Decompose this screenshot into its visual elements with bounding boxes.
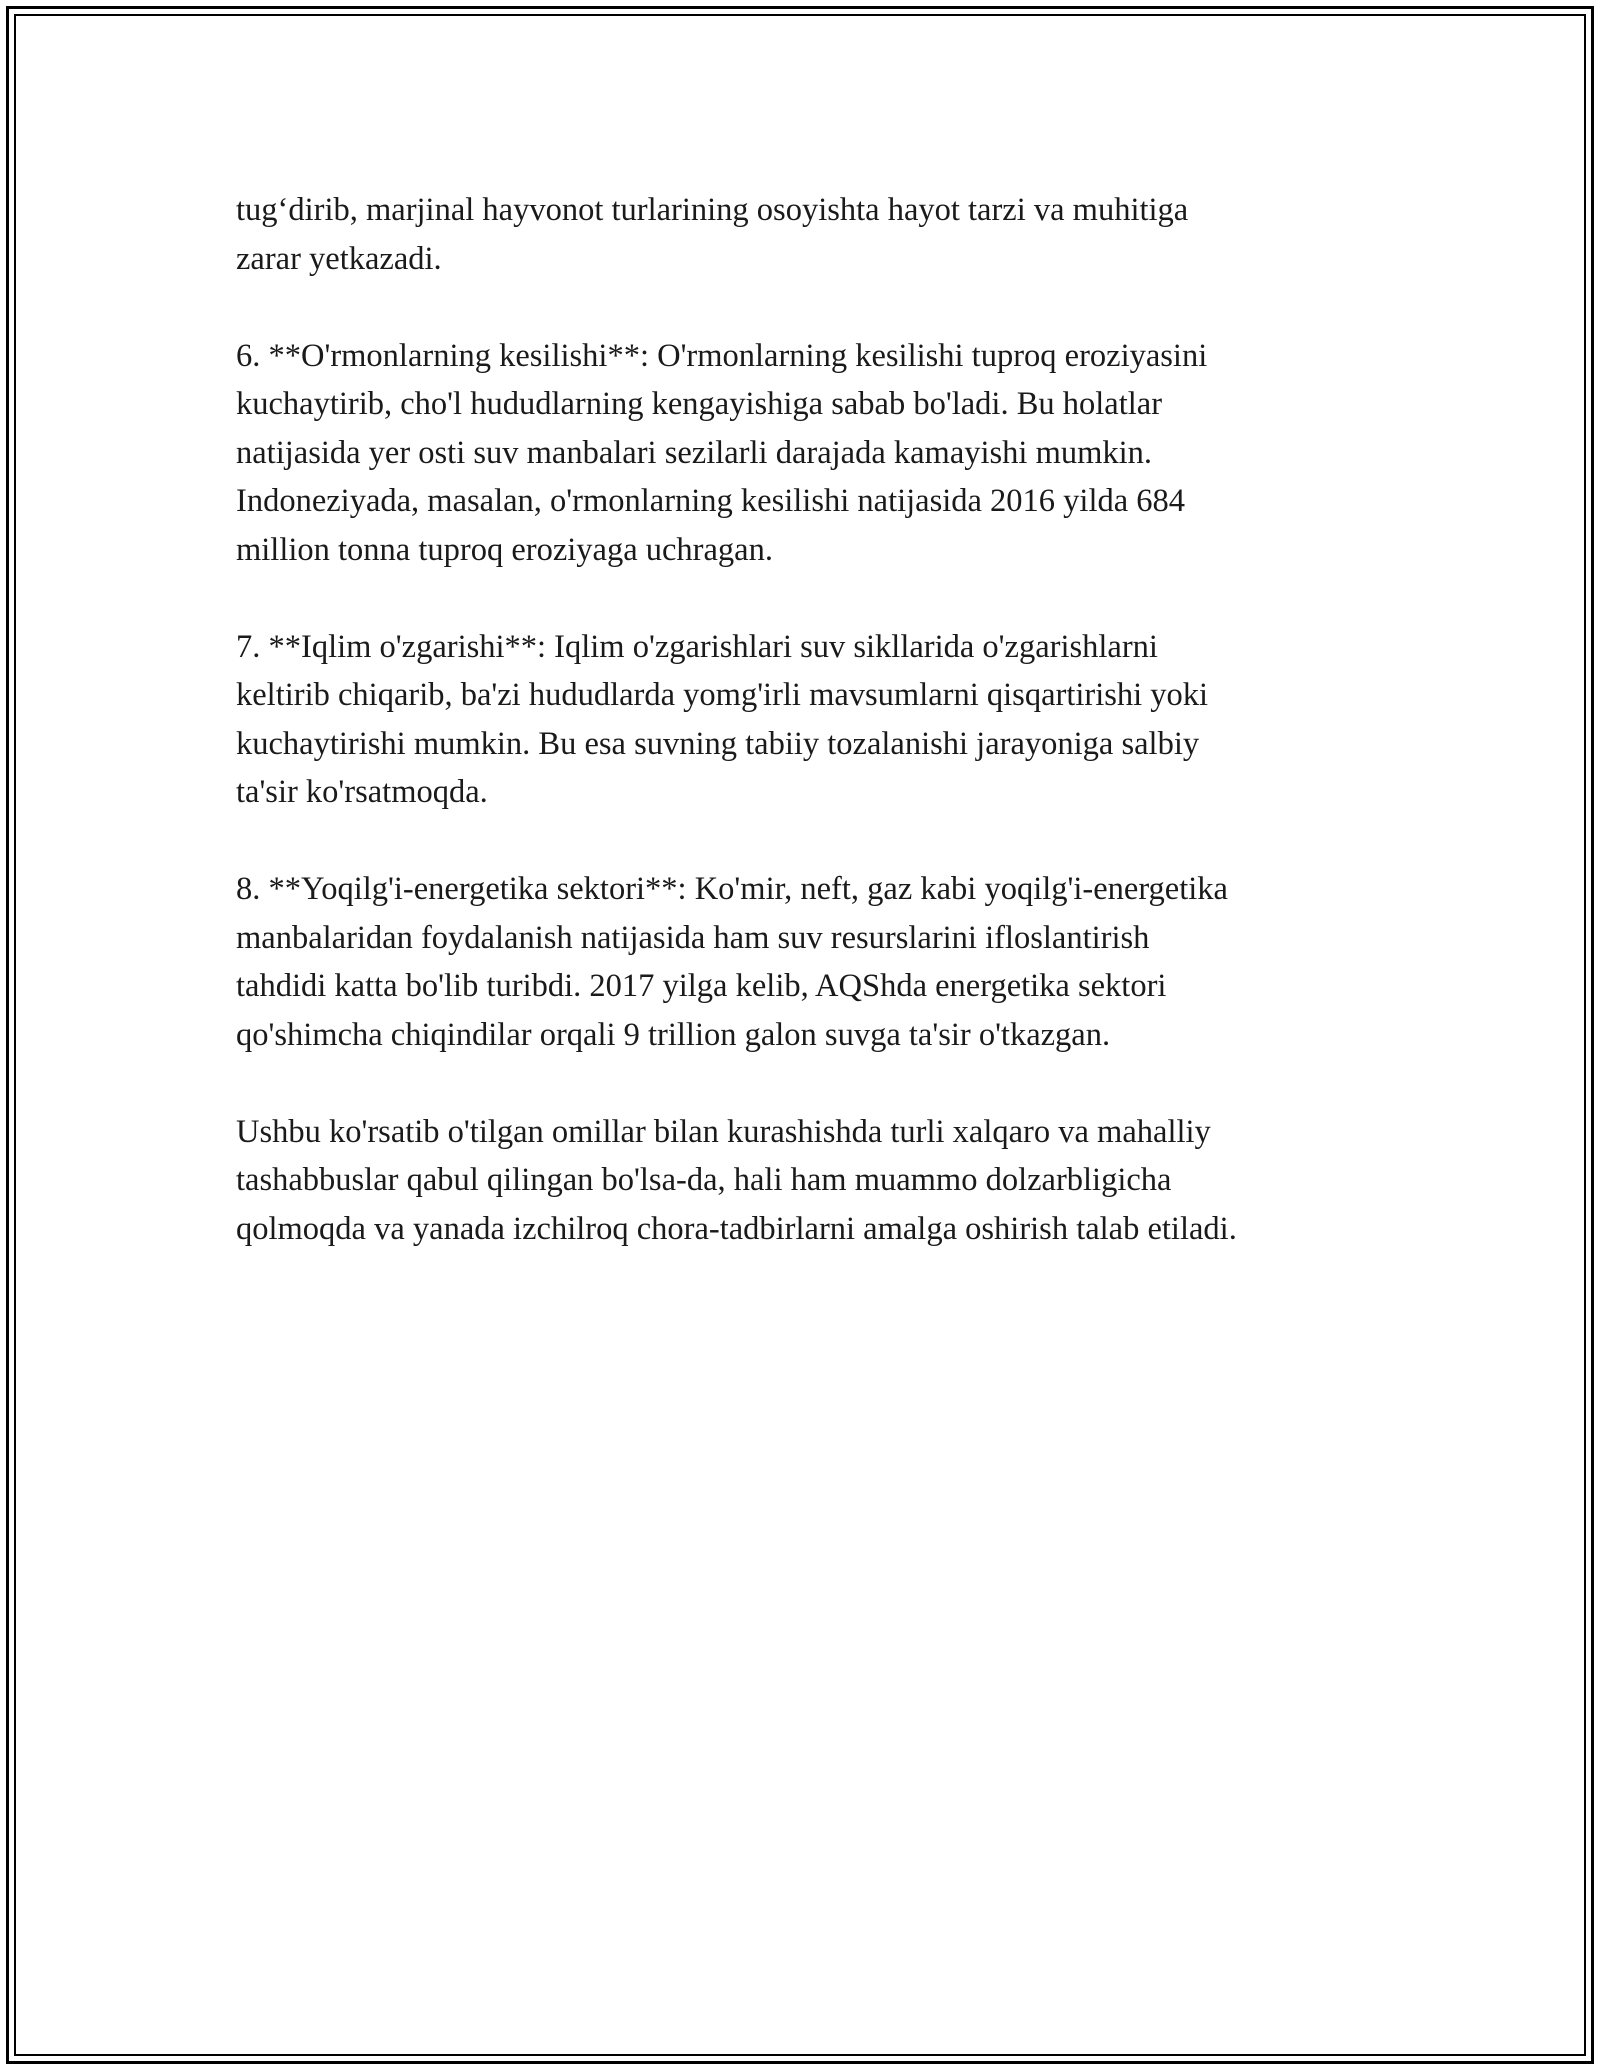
text-line: keltirib chiqarib, ba'zi hududlarda yomg'irli mavsumlarni qisqartirishi yoki bbox=[236, 677, 1209, 713]
text-line: Indoneziyada, masalan, o'rmonlarning kesilishi natijasida 2016 yilda 684 bbox=[236, 483, 1186, 519]
text-line: 8. **Yoqilg'i-energetika sektori**: Ko'mir, neft, gaz kabi yoqilg'i-energetika bbox=[236, 871, 1228, 907]
paragraph-continuation bbox=[236, 186, 1396, 283]
text-line: kuchaytirishi mumkin. Bu esa suvning tabiiy tozalanishi jarayoniga salbiy bbox=[236, 725, 1200, 762]
text-line: natijasida yer osti suv manbalari sezilarli darajada kamayishi mumkin. bbox=[236, 434, 1153, 471]
text-line: Ushbu ko'rsatib o'tilgan omillar bilan kurashishda turli xalqaro va mahalliy bbox=[236, 1113, 1211, 1150]
paragraph-item-7 bbox=[236, 623, 1396, 817]
paragraph-item-8 bbox=[236, 865, 1396, 1059]
text-line: ta'sir ko'rsatmoqda. bbox=[236, 774, 488, 810]
paragraph-conclusion bbox=[236, 1108, 1396, 1254]
text-line: manbalaridan foydalanish natijasida ham suv resurslarini ifloslantirish bbox=[236, 919, 1150, 956]
paragraph-item-6 bbox=[236, 332, 1396, 575]
text-line: kuchaytirib, cho'l hududlarning kengayishiga sabab bo'ladi. Bu holatlar bbox=[236, 386, 1163, 422]
text-line: zarar yetkazadi. bbox=[236, 240, 442, 277]
document-body bbox=[236, 186, 1396, 1302]
text-line: tashabbuslar qabul qilingan bo'lsa-da, hali ham muammo dolzarbligicha bbox=[236, 1162, 1172, 1198]
text-line: tug‘dirib, marjinal hayvonot turlarining osoyishta hayot tarzi va muhitiga bbox=[236, 192, 1189, 228]
text-line: qo'shimcha chiqindilar orqali 9 trillion galon suvga ta'sir o'tkazgan. bbox=[236, 1016, 1111, 1053]
text-line: tahdidi katta bo'lib turibdi. 2017 yilga kelib, AQShda energetika sektori bbox=[236, 968, 1167, 1004]
text-line: qolmoqda va yanada izchilroq chora-tadbirlarni amalga oshirish talab etiladi. bbox=[236, 1210, 1237, 1247]
text-line: 6. **O'rmonlarning kesilishi**: O'rmonlarning kesilishi tuproq eroziyasini bbox=[236, 337, 1208, 374]
text-line: million tonna tuproq eroziyaga uchragan. bbox=[236, 531, 773, 568]
text-line: 7. **Iqlim o'zgarishi**: Iqlim o'zgarishlari suv sikllarida o'zgarishlarni bbox=[236, 628, 1158, 665]
